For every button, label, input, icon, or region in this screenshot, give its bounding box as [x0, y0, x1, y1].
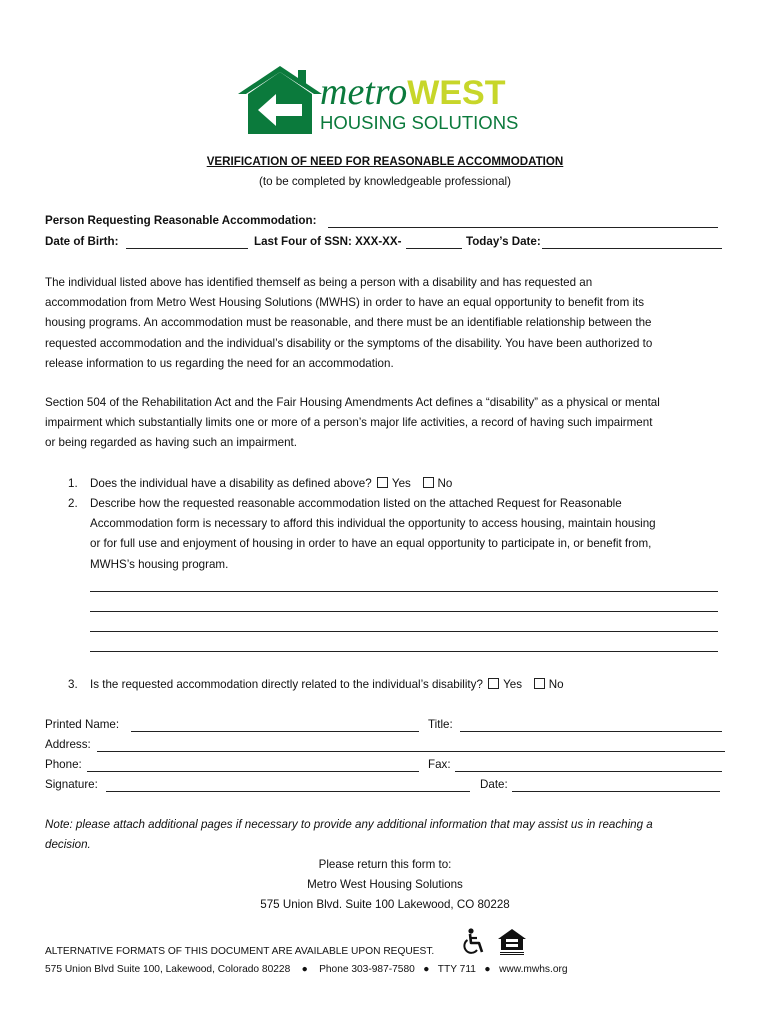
- today-date-label: Today’s Date:: [466, 235, 541, 248]
- logo-metro: metro: [320, 71, 408, 113]
- printed-name-label: Printed Name:: [45, 718, 120, 731]
- question-3: [90, 675, 564, 695]
- q3-no-checkbox[interactable]: [534, 678, 545, 689]
- q1-no-label: No: [437, 477, 453, 490]
- return-line-1: Please return this form to:: [318, 858, 452, 871]
- page-title: VERIFICATION OF NEED FOR REASONABLE ACCOMMODATION: [206, 155, 564, 168]
- phone-field[interactable]: [87, 771, 419, 772]
- footer-bullet: ●: [301, 964, 308, 975]
- address-field[interactable]: [97, 751, 725, 752]
- person-field[interactable]: [328, 227, 718, 228]
- question-2-number: 2.: [68, 497, 78, 510]
- answer-line-3[interactable]: [90, 631, 718, 632]
- fax-field[interactable]: [455, 771, 722, 772]
- page-subtitle: (to be completed by knowledgeable professional): [259, 175, 511, 188]
- paragraph-disability-request: The individual listed above has identified themself as being a person with a disability and has requested an accommodation from Metro West Housing Solutions (MWHS) in order to have an equal opportunity to benefit from its housing programs. An accommodation must be reasonable, and there must be an identifiable relationship between the requested accommodation and the individual’s disability or the symptoms of the disability. You have been authorized to release information to us regarding the need for an accommodation.: [45, 276, 653, 370]
- address-label: Address:: [45, 738, 91, 751]
- logo-west: WEST: [407, 74, 506, 112]
- title-field[interactable]: [460, 731, 722, 732]
- wheelchair-icon: [462, 928, 486, 956]
- question-3-text: Is the requested accommodation directly related to the individual’s disability?: [90, 678, 483, 691]
- answer-line-4[interactable]: [90, 651, 718, 652]
- question-1: [90, 474, 452, 494]
- house-arrow-icon: [236, 64, 326, 136]
- note: Note: please attach additional pages if necessary to provide any additional information that may assist us in reaching a decision.: [45, 818, 653, 852]
- person-label: Person Requesting Reasonable Accommodation:: [45, 214, 317, 227]
- alt-formats-notice: ALTERNATIVE FORMATS OF THIS DOCUMENT ARE AVAILABLE UPON REQUEST.: [45, 946, 435, 957]
- logo-subtitle: HOUSING SOLUTIONS: [320, 112, 519, 133]
- phone-label: Phone:: [45, 758, 82, 771]
- ssn-label: Last Four of SSN: XXX-XX-: [254, 235, 402, 248]
- question-1-number: 1.: [68, 477, 78, 490]
- footer-contact: [45, 963, 568, 977]
- q1-yes-label: Yes: [391, 477, 411, 490]
- fax-label: Fax:: [428, 758, 451, 771]
- printed-name-field[interactable]: [131, 731, 419, 732]
- ssn-field[interactable]: [406, 248, 462, 249]
- title-label: Title:: [428, 718, 453, 731]
- dob-label: Date of Birth:: [45, 235, 119, 248]
- footer-address: 575 Union Blvd Suite 100, Lakewood, Colorado 80228: [45, 964, 291, 975]
- q3-yes-label: Yes: [503, 678, 523, 691]
- q1-yes-checkbox[interactable]: [377, 477, 388, 488]
- equal-housing-icon: [497, 928, 527, 956]
- question-3-number: 3.: [68, 678, 78, 691]
- footer-bullet: ●: [484, 964, 491, 975]
- answer-line-2[interactable]: [90, 611, 718, 612]
- return-line-2: Metro West Housing Solutions: [307, 878, 463, 891]
- q3-yes-checkbox[interactable]: [488, 678, 499, 689]
- q1-no-checkbox[interactable]: [423, 477, 434, 488]
- dob-field[interactable]: [126, 248, 248, 249]
- q3-no-label: No: [548, 678, 564, 691]
- date-field[interactable]: [512, 791, 720, 792]
- footer-tty: TTY 711: [437, 964, 476, 975]
- footer-bullet: ●: [423, 964, 430, 975]
- signature-label: Signature:: [45, 778, 98, 791]
- footer-phone: Phone 303-987-7580: [319, 964, 415, 975]
- question-2-text: Describe how the requested reasonable accommodation listed on the attached Request for Reasonable Accommodation form is necessary to afford this individual the opportunity to access housing, maintain housing or for full use and enjoyment of housing in order to have an equal opportunity to participate in, or benefit from, MWHS’s housing program.: [90, 497, 656, 571]
- logo: [236, 64, 536, 136]
- question-1-text: Does the individual have a disability as defined above?: [90, 477, 372, 490]
- footer-website-link[interactable]: www.mwhs.org: [499, 964, 568, 975]
- return-line-3: 575 Union Blvd. Suite 100 Lakewood, CO 80228: [260, 898, 510, 911]
- date-label: Date:: [480, 778, 508, 791]
- today-date-field[interactable]: [542, 248, 722, 249]
- answer-line-1[interactable]: [90, 591, 718, 592]
- signature-field[interactable]: [106, 791, 470, 792]
- paragraph-section-504: Section 504 of the Rehabilitation Act and the Fair Housing Amendments Act defines a “disability” as a physical or mental impairment which substantially limits one or more of a person’s major life activities, a record of having such impairment or being regarded as having such an impairment.: [45, 396, 660, 450]
